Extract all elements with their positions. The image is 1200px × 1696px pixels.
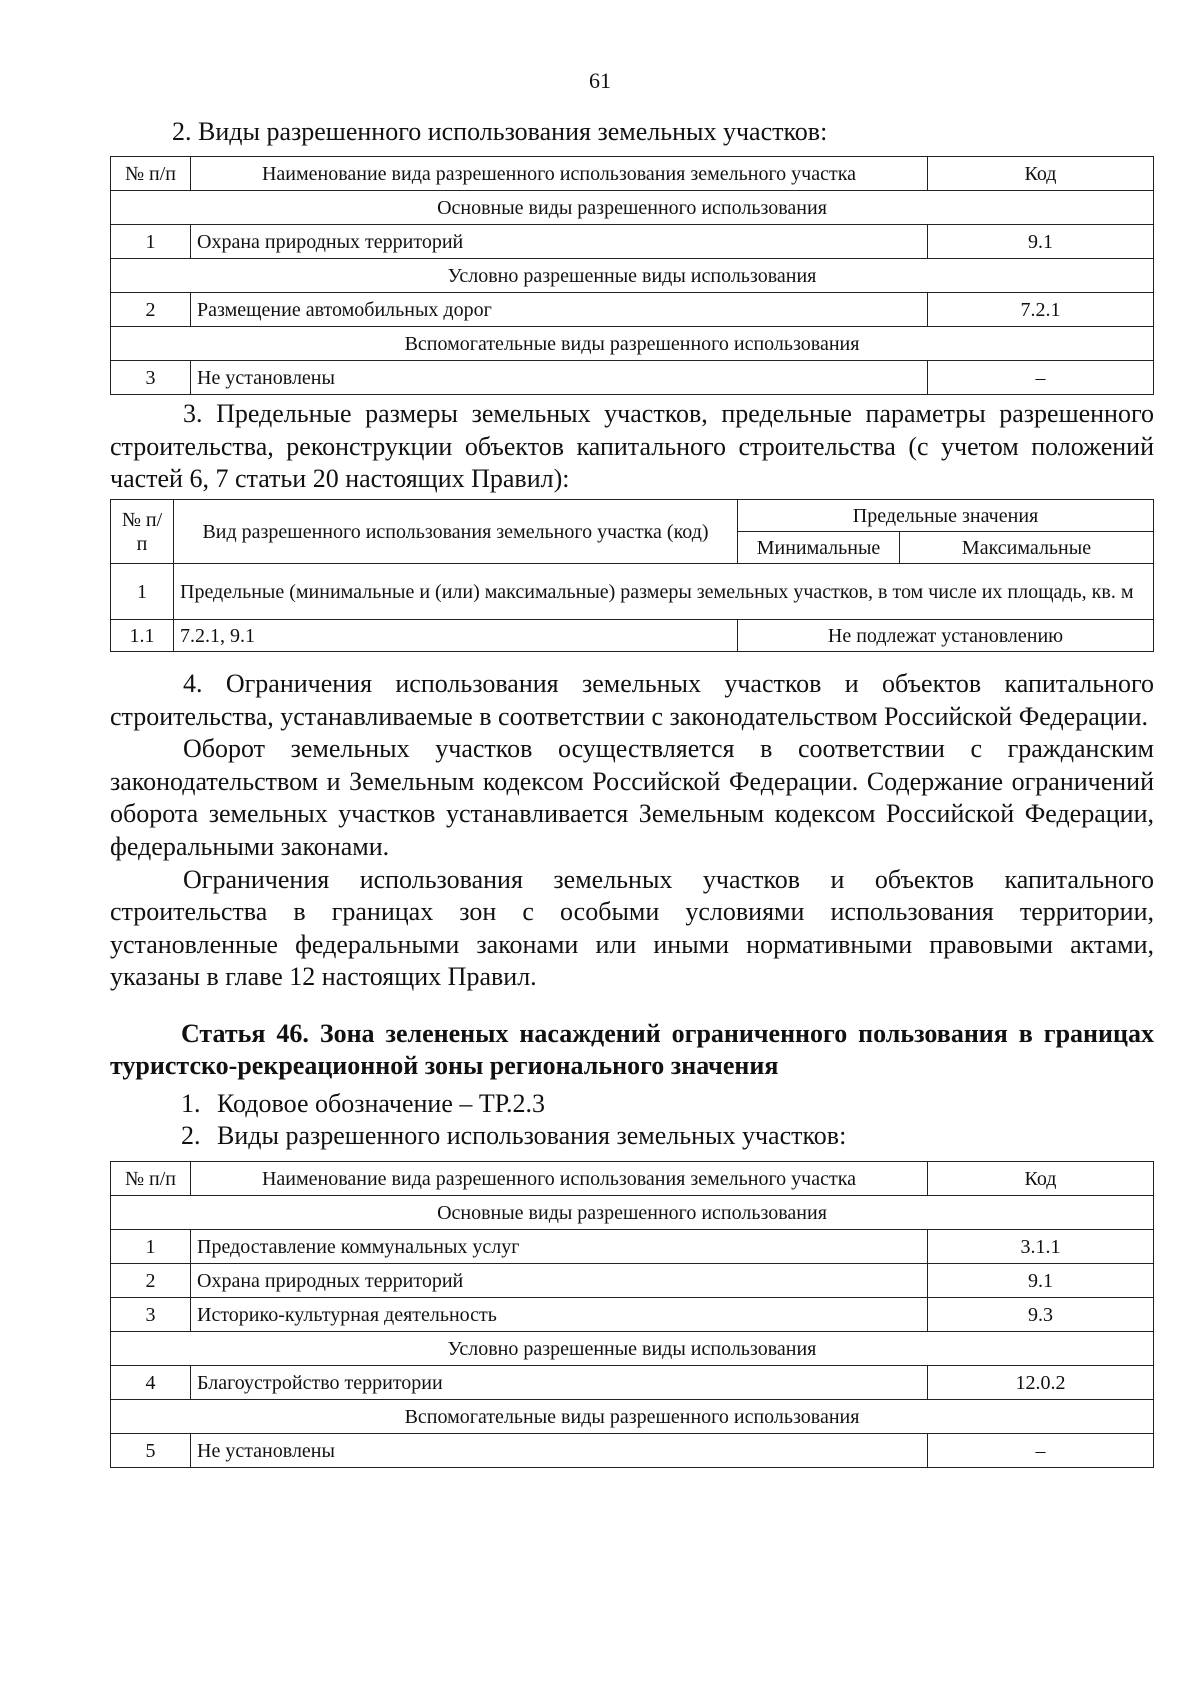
limits-row-num: 1 [111,564,174,620]
article-item-2 [110,1120,1154,1152]
land-use-code: 12.0.2 [928,1366,1154,1400]
group-title: Основные виды разрешенного использования [111,191,1154,225]
limits-header-min: Минимальные [738,532,900,564]
limits-header-values: Предельные значения [738,500,1154,532]
land-use-code: 3.1.1 [928,1230,1154,1264]
limits-table [110,499,1154,652]
land-use-code: 9.1 [928,1264,1154,1298]
land-use-code: 7.2.1 [928,293,1154,327]
land-use-name: Охрана природных территорий [191,1264,928,1298]
land-use-name: Благоустройство территории [191,1366,928,1400]
limits-header-max: Максимальные [900,532,1154,564]
land-use-name: Размещение автомобильных дорог [191,293,928,327]
limits-subrow-num: 1.1 [111,620,174,652]
section-3 [110,668,1154,994]
group-row [111,327,1154,361]
limits-row-text: Предельные (минимальные и (или) максимальные) размеры земельных участков, в том числе их площадь, кв. м [174,564,1154,620]
header-code: Код [928,157,1154,191]
article-item-1 [110,1088,1154,1120]
land-use-name: Историко-культурная деятельность [191,1298,928,1332]
row-number: 3 [111,1298,191,1332]
header-num: № п/п [111,157,191,191]
group-title: Вспомогательные виды разрешенного использования [111,327,1154,361]
header-name: Наименование вида разрешенного использования земельного участка [191,157,928,191]
row-number: 5 [111,1434,191,1468]
land-use-code: 9.1 [928,225,1154,259]
table-header-row [111,157,1154,191]
table-row [111,361,1154,395]
limits-header-kind: Вид разрешенного использования земельного участка (код) [174,500,738,564]
table-row [111,1298,1154,1332]
limits-subrow-code: 7.2.1, 9.1 [174,620,738,652]
land-use-code: 9.3 [928,1298,1154,1332]
article-item-1-num: 1. [181,1089,201,1118]
group-title: Условно разрешенные виды использования [111,259,1154,293]
group-title: Основные виды разрешенного использования [111,1196,1154,1230]
header-code: Код [928,1162,1154,1196]
group-row [111,259,1154,293]
land-use-code: – [928,361,1154,395]
land-use-code: – [928,1434,1154,1468]
land-use-name: Охрана природных территорий [191,225,928,259]
restrictions-paragraph-1: 4. Ограничения использования земельных участков и объектов капитального строительства, устанавливаемые в соответствии с законодательством Российской Федерации. [110,669,1154,731]
page-number: 61 [589,68,611,93]
group-row [111,1196,1154,1230]
table-row [111,1264,1154,1298]
limits-paragraph: 3. Предельные размеры земельных участков, предельные параметры разрешенного строительства, реконструкции объектов капитального строительства (с учетом положений частей 6, 7 статьи 20 настоящих Правил): [110,399,1154,494]
land-use-name: Предоставление коммунальных услуг [191,1230,928,1264]
row-number: 3 [111,361,191,395]
row-number: 2 [111,1264,191,1298]
section-1 [110,116,1154,148]
limits-header-num: № п/п [111,500,174,564]
land-use-name: Не установлены [191,1434,928,1468]
table-row [111,225,1154,259]
article-item-2-text: Виды разрешенного использования земельных участков: [217,1121,847,1150]
row-number: 2 [111,293,191,327]
restrictions-paragraph-3: Ограничения использования земельных участков и объектов капитального строительства в границах зон с особыми условиями использования территории, установленные федеральными законами или иными нормативными правовыми актами, указаны в главе 12 настоящих Правил. [110,864,1154,992]
land-use-table-2-wrap [110,1161,1154,1468]
group-title: Вспомогательные виды разрешенного использования [111,1400,1154,1434]
land-use-table-1 [110,156,1154,395]
land-use-name: Не установлены [191,361,928,395]
group-row [111,1400,1154,1434]
section-heading: 2. Виды разрешенного использования земельных участков: [172,117,828,146]
group-row [111,1332,1154,1366]
row-number: 1 [111,225,191,259]
section-2 [110,398,1154,496]
table-row [111,293,1154,327]
article-title: Статья 46. Зона зелененых насаждений ограниченного пользования в границах туристско-рекреационной зоны регионального значения [110,1019,1154,1080]
header-num: № п/п [111,1162,191,1196]
group-title: Условно разрешенные виды использования [111,1332,1154,1366]
group-row [111,191,1154,225]
limits-subrow-value: Не подлежат установлению [738,620,1154,652]
land-use-table-2 [110,1161,1154,1468]
table-row [111,1434,1154,1468]
table-row [111,1230,1154,1264]
header-name: Наименование вида разрешенного использования земельного участка [191,1162,928,1196]
land-use-table-1-wrap [110,156,1154,395]
article-item-1-text: Кодовое обозначение – ТР.2.3 [217,1089,545,1118]
table-row [111,1366,1154,1400]
limits-table-wrap [110,499,1154,652]
row-number: 4 [111,1366,191,1400]
row-number: 1 [111,1230,191,1264]
article-46 [110,1018,1154,1152]
table-header-row [111,1162,1154,1196]
article-item-2-num: 2. [181,1121,201,1150]
restrictions-paragraph-2: Оборот земельных участков осуществляется в соответствии с гражданским законодательством и Земельным кодексом Российской Федерации. Содержание ограничений оборота земельных участков устанавливается Земельным кодексом Российской Федерации, федеральными законами. [110,734,1154,861]
